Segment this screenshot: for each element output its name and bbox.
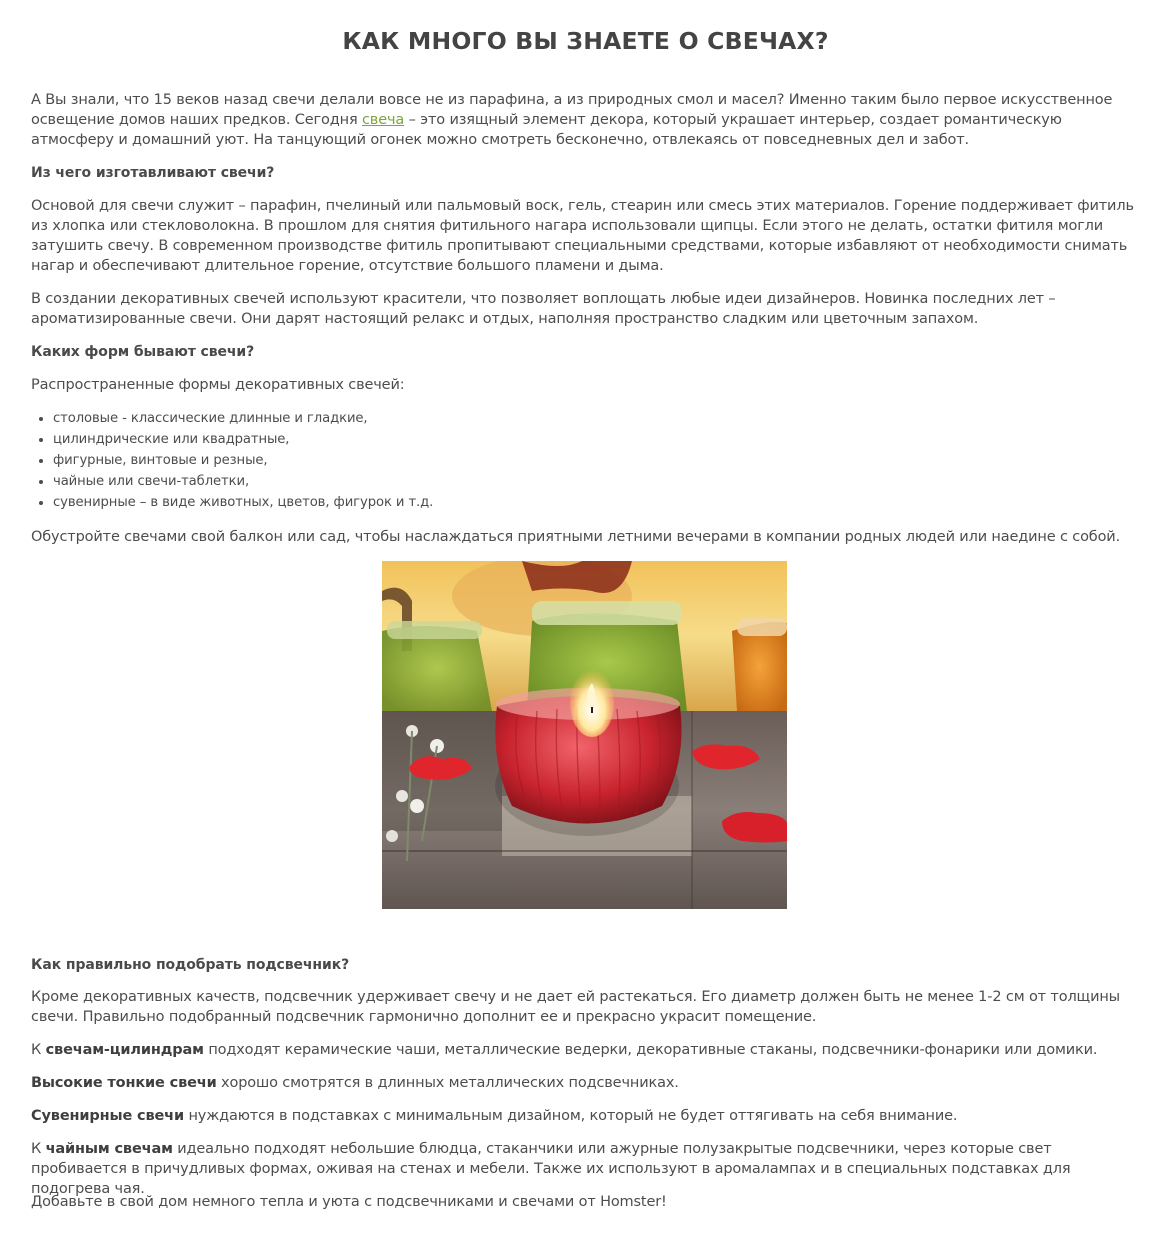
list-item: чайные или свечи-таблетки, — [53, 471, 1140, 492]
section-heading-shapes: Каких форм бывают свечи? — [31, 344, 255, 360]
materials-paragraph-2: В создании декоративных свечей используют красители, что позволяет воплощать любые идеи дизайнеров. Новинка последних лет – ароматизированные свечи. Они дарят настоящий релакс и отдых, наполняя пространство сладким или цветочным запахом. — [31, 291, 1056, 327]
intro-text-end: – это изящный элемент декора, который украшает интерьер, создает романтическую атмосферу и домашний уют. На танцующий огонек можно смотреть бесконечно, отвлекаясь от повседневных дел и забот. — [31, 112, 1062, 148]
holder-p5-prefix: К — [31, 1141, 46, 1157]
candles-photo-illustration — [382, 561, 787, 909]
holder-p2-prefix: К — [31, 1042, 46, 1058]
list-item: столовые - классические длинные и гладкие, — [53, 408, 1140, 429]
holder-p5-emphasis: чайным свечам — [45, 1141, 173, 1157]
section-heading-holder: Как правильно подобрать подсвечник? — [31, 957, 350, 973]
list-item: сувенирные – в виде животных, цветов, фигурок и т.д. — [53, 492, 1140, 513]
materials-paragraph-1: Основой для свечи служит – парафин, пчелиный или пальмовый воск, гель, стеарин или смесь этих материалов. Горение поддерживает фитиль из хлопка или стекловолокна. В прошлом для снятия фитильного нагара использовали щипцы. Если этого не делать, остатки фитиля могли затушить свечу. В современном производстве фитиль пропитывают специальными средствами, которые избавляют от необходимости снимать нагар и обеспечивают длительное горение, отсутствие большого пламени и дыма. — [31, 198, 1134, 274]
shapes-closing: Обустройте свечами свой балкон или сад, чтобы наслаждаться приятными летними вечерами в компании родных людей или наедине с собой. — [31, 529, 1121, 545]
holder-p4-text: нуждаются в подставках с минимальным дизайном, который не будет оттягивать на себя внимание. — [184, 1108, 958, 1124]
holder-paragraph-2 — [31, 1040, 1140, 1060]
candles-photo — [382, 561, 787, 909]
holder-paragraph-5 — [31, 1139, 1140, 1199]
holder-p2-emphasis: свечам-цилиндрам — [45, 1042, 204, 1058]
section-heading-materials: Из чего изготавливают свечи? — [31, 165, 275, 181]
list-item: фигурные, винтовые и резные, — [53, 450, 1140, 471]
holder-p3-emphasis: Высокие тонкие свечи — [31, 1075, 217, 1091]
list-item: цилиндрические или квадратные, — [53, 429, 1140, 450]
intro-text-start: А Вы знали, что 15 веков назад свечи делали вовсе не из парафина, а из природных смол и масел? Именно таким было первое искусственное освещение домов наших предков. Сегодня — [31, 92, 1113, 128]
holder-paragraph-1: Кроме декоративных качеств, подсвечник удерживает свечу и не дает ей растекаться. Его диаметр должен быть не менее 1-2 см от толщины свечи. Правильно подобранный подсвечник гармонично дополнит ее и прекрасно украсит помещение. — [31, 989, 1120, 1025]
holder-p2-text: подходят керамические чаши, металлические ведерки, декоративные стаканы, подсвечники-фонарики или домики. — [203, 1042, 1098, 1058]
holder-paragraph-4 — [31, 1106, 1140, 1126]
holder-p3-text: хорошо смотрятся в длинных металлических подсвечниках. — [216, 1075, 679, 1091]
shapes-lead: Распространенные формы декоративных свечей: — [31, 377, 405, 393]
holder-p5-text: идеально подходят небольшие блюдца, стаканчики или ажурные полузакрытые подсвечники, через которые свет пробивается в причудливых формах, оживая на стенах и мебели. Также их используют в аромалампах и в специальных подставках для подогрева чая. — [31, 1141, 1071, 1197]
page-title: КАК МНОГО ВЫ ЗНАЕТЕ О СВЕЧАХ? — [342, 27, 829, 55]
holder-paragraph-3 — [31, 1073, 1140, 1093]
holder-paragraph-6: Добавьте в свой дом немного тепла и уюта с подсвечниками и свечами от Homster! — [31, 1194, 667, 1210]
candle-link[interactable]: свеча — [361, 112, 405, 128]
holder-p4-emphasis: Сувенирные свечи — [31, 1108, 184, 1124]
intro-paragraph — [31, 90, 1140, 150]
shapes-list — [31, 408, 1140, 513]
